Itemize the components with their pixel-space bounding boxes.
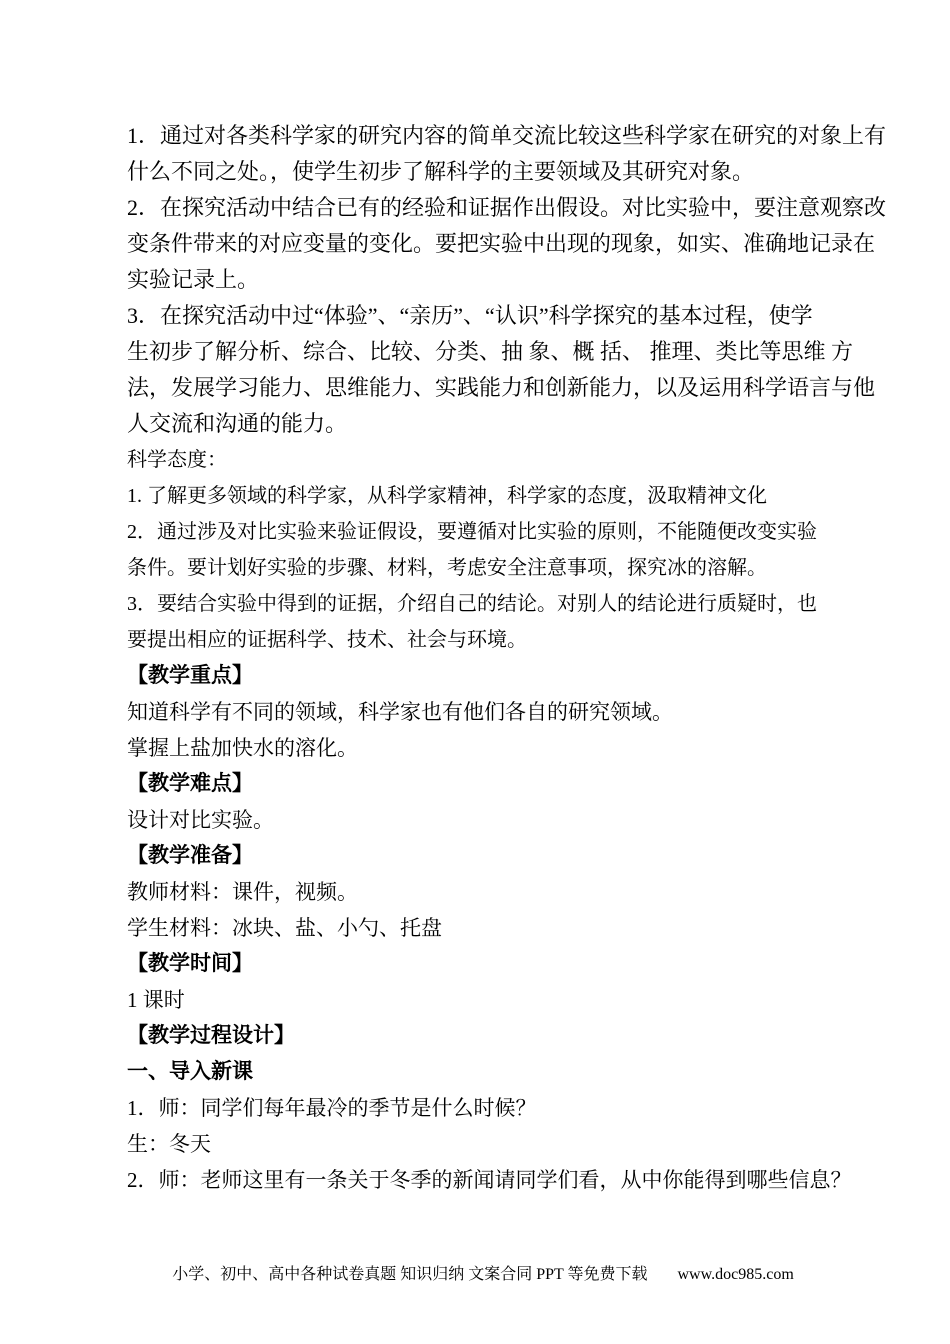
text-line: 掌握上盐加快水的溶化。 [127,736,358,760]
footer-promo-text: 小学、初中、高中各种试卷真题 知识归纳 文案合同 PPT 等免费下载 [172,1266,648,1283]
text-line: 3．要结合实验中得到的证据，介绍自己的结论。对别人的结论进行质疑时，也 [127,593,817,615]
text-line: 变条件带来的对应变量的变化。要把实验中出现的现象，如实、准确地记录在 [127,231,876,256]
text-line: 设计对比实验。 [127,808,274,832]
text-line: 2．师：老师这里有一条关于冬季的新闻请同学们看，从中你能得到哪些信息？ [127,1168,852,1192]
text-line: 条件。要计划好实验的步骤、材料，考虑安全注意事项，探究冰的溶解。 [127,557,767,579]
text-line: 什么不同之处。，使学生初步了解科学的主要领域及其研究对象。 [127,159,755,184]
text-line: 法，发展学习能力、思维能力、实践能力和创新能力，以及运用科学语言与他 [127,375,876,400]
section-heading: 【教学过程设计】 [127,1024,295,1047]
text-line: 1. 了解更多领域的科学家，从科学家精神，科学家的态度，汲取精神文化 [127,485,767,507]
text-line: 科学态度： [127,449,227,471]
text-line: 学生材料：冰块、盐、小勺、托盘 [127,916,442,940]
text-line: 生：冬天 [127,1132,211,1156]
text-line: 知道科学有不同的领域，科学家也有他们各自的研究领域。 [127,700,673,724]
section-heading: 【教学重点】 [127,664,253,687]
section-heading: 【教学时间】 [127,952,253,975]
text-line: 生初步了解分析、综合、比较、分类、抽 象、概 括、 推理、类比等思维 方 [127,339,854,364]
text-line: 人交流和沟通的能力。 [127,411,348,436]
text-line: 1．通过对各类科学家的研究内容的简单交流比较这些科学家在研究的对象上有 [127,123,887,148]
section-heading: 【教学准备】 [127,844,253,867]
text-line: 要提出相应的证据科学、技术、社会与环境。 [127,629,527,651]
text-line: 实验记录上。 [127,267,260,292]
text-line: 1．师：同学们每年最冷的季节是什么时候？ [127,1096,537,1120]
text-line: 3．在探究活动中过“体验”、“亲历”、“认识”科学探究的基本过程，使学 [127,303,813,328]
footer-site-url: www.doc985.com [677,1266,794,1283]
text-line: 2．在探究活动中结合已有的经验和证据作出假设。对比实验中，要注意观察改 [127,195,887,220]
text-line: 2．通过涉及对比实验来验证假设，要遵循对比实验的原则，不能随便改变实验 [127,521,817,543]
section-heading: 【教学难点】 [127,772,253,795]
text-line: 教师材料：课件，视频。 [127,880,358,904]
page-footer [0,1243,950,1302]
section-heading: 一、导入新课 [127,1060,253,1083]
text-line: 1 课时 [127,988,185,1012]
document-body [127,118,927,1198]
